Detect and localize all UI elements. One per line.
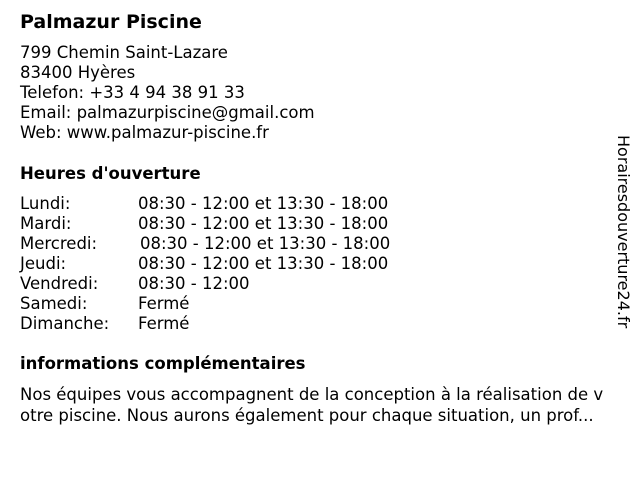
- watermark: Horairesdouverture24.fr: [614, 135, 633, 329]
- hours-value: Fermé: [138, 294, 190, 313]
- hours-heading: Heures d'ouverture: [20, 164, 201, 183]
- address-city: 83400 Hyères: [20, 63, 136, 82]
- description-line: otre piscine. Nous aurons également pour chaque situation, un prof...: [20, 406, 594, 425]
- business-name: Palmazur Piscine: [20, 11, 202, 33]
- day-label: Jeudi:: [20, 254, 67, 273]
- day-label: Samedi:: [20, 294, 88, 313]
- address-street: 799 Chemin Saint-Lazare: [20, 43, 228, 62]
- day-label: Lundi:: [20, 194, 71, 213]
- hours-value: 08:30 - 12:00: [138, 274, 250, 293]
- contact-block: [20, 43, 315, 143]
- hours-value: 08:30 - 12:00 et 13:30 - 18:00: [138, 254, 389, 273]
- hours-value: 08:30 - 12:00 et 13:30 - 18:00: [138, 194, 389, 213]
- day-label: Dimanche:: [20, 314, 110, 333]
- info-heading: informations complémentaires: [20, 354, 306, 373]
- hours-value: Fermé: [138, 314, 190, 333]
- email-address: Email: palmazurpiscine@gmail.com: [20, 103, 315, 122]
- hours-value: 08:30 - 12:00 et 13:30 - 18:00: [140, 234, 391, 253]
- phone-number: Telefon: +33 4 94 38 91 33: [20, 83, 245, 102]
- day-label: Vendredi:: [20, 274, 99, 293]
- info-description: [20, 384, 632, 426]
- description-line: Nos équipes vous accompagnent de la conception à la réalisation de v: [20, 385, 604, 404]
- website: Web: www.palmazur-piscine.fr: [20, 123, 269, 142]
- day-label: Mardi:: [20, 214, 72, 233]
- day-label: Mercredi:: [20, 234, 98, 253]
- hours-value: 08:30 - 12:00 et 13:30 - 18:00: [138, 214, 389, 233]
